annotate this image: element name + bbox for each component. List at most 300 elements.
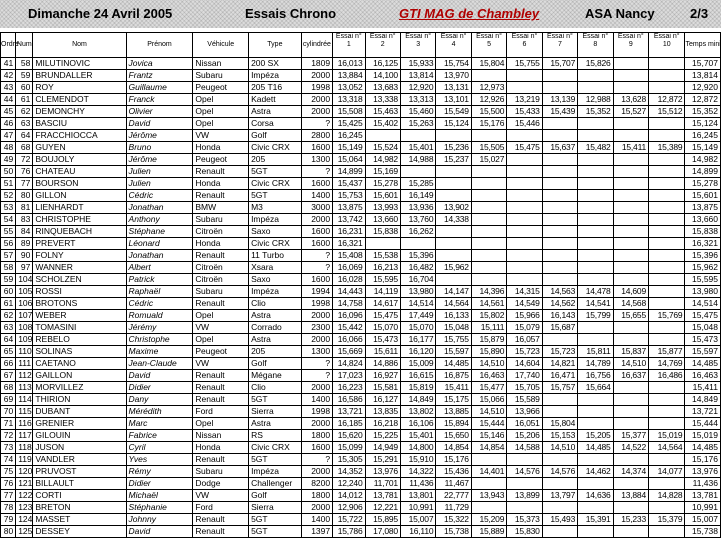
cell-num: 116 (16, 418, 33, 430)
cell-run-time (542, 202, 577, 214)
cell-run-time: 15,396 (400, 250, 435, 262)
cell-run-time: 15,463 (365, 106, 400, 118)
table-row (1, 214, 721, 226)
table-row (1, 406, 721, 418)
cell-run-time (649, 226, 685, 238)
col-header-run: Essai n° 7 (542, 33, 577, 58)
table-row (1, 454, 721, 466)
cell-run-time (649, 130, 685, 142)
cell-best-time: 14,849 (685, 394, 721, 406)
cell-prenom: Maxime (126, 346, 193, 358)
table-row (1, 274, 721, 286)
page-date-title: Dimanche 24 Avril 2005 (28, 6, 173, 21)
table-row (1, 526, 721, 538)
cell-run-time: 17,740 (507, 370, 542, 382)
cell-nom: CHRISTOPHE (33, 214, 126, 226)
cell-run-time: 14,338 (436, 214, 471, 226)
cell-vehicule: BMW (193, 202, 249, 214)
cell-nom: BASCIU (33, 118, 126, 130)
cell-run-time: 14,374 (613, 466, 648, 478)
cell-ordre: 72 (1, 430, 16, 442)
cell-run-time (542, 130, 577, 142)
cell-prenom: Rémy (126, 466, 193, 478)
cell-run-time: 15,707 (542, 58, 577, 70)
cell-ordre: 45 (1, 106, 16, 118)
cell-ordre: 50 (1, 166, 16, 178)
col-header-run: Essai n° 9 (613, 33, 648, 58)
table-row (1, 298, 721, 310)
cell-run-time: 15,079 (507, 322, 542, 334)
cell-run-time (542, 454, 577, 466)
cell-ordre: 49 (1, 154, 16, 166)
cell-run-time (436, 178, 471, 190)
cell-run-time: 14,564 (649, 442, 685, 454)
cell-run-time: 15,225 (365, 430, 400, 442)
cell-num: 63 (16, 118, 33, 130)
cell-run-time (578, 238, 613, 250)
cell-run-time: 11,467 (436, 478, 471, 490)
cell-run-time: 12,926 (471, 94, 506, 106)
cell-run-time (542, 190, 577, 202)
col-header-run: Essai n° 10 (649, 33, 685, 58)
cell-vehicule: Renault (193, 526, 249, 538)
cell-run-time: 15,070 (400, 322, 435, 334)
table-row (1, 202, 721, 214)
session-title: Essais Chrono (245, 6, 337, 21)
cell-run-time (542, 274, 577, 286)
cell-num: 89 (16, 238, 33, 250)
cell-run-time: 14,758 (333, 298, 365, 310)
cell-run-time (578, 502, 613, 514)
cell-ordre: 65 (1, 346, 16, 358)
cell-prenom: Albert (126, 262, 193, 274)
cell-best-time: 13,814 (685, 70, 721, 82)
cell-nom: JUSON (33, 442, 126, 454)
cell-run-time: 16,321 (333, 238, 365, 250)
cell-run-time: 14,561 (471, 298, 506, 310)
cell-type: Sierra (249, 406, 302, 418)
table-row (1, 166, 721, 178)
cell-run-time: 13,902 (436, 202, 471, 214)
cell-run-time (507, 250, 542, 262)
cell-run-time (649, 58, 685, 70)
cell-best-time: 15,048 (685, 322, 721, 334)
table-row (1, 70, 721, 82)
cell-run-time: 17,023 (333, 370, 365, 382)
cell-prenom: David (126, 526, 193, 538)
cell-run-time: 15,064 (333, 154, 365, 166)
cell-prenom: Julien (126, 178, 193, 190)
cell-run-time: 13,139 (542, 94, 577, 106)
cell-num: 122 (16, 490, 33, 502)
cell-run-time: 15,549 (436, 106, 471, 118)
cell-ordre: 68 (1, 382, 16, 394)
cell-run-time: 13,781 (365, 490, 400, 502)
cell-run-time: 15,402 (365, 118, 400, 130)
cell-run-time: 13,966 (507, 406, 542, 418)
cell-type: 5GT (249, 190, 302, 202)
cell-run-time: 14,588 (507, 442, 542, 454)
cell-cylindree: 8200 (301, 478, 332, 490)
cell-run-time: 16,704 (400, 274, 435, 286)
cell-run-time (400, 130, 435, 142)
cell-run-time: 13,814 (400, 70, 435, 82)
cell-run-time: 15,285 (400, 178, 435, 190)
cell-type: Astra (249, 334, 302, 346)
cell-run-time (507, 238, 542, 250)
cell-run-time: 14,077 (649, 466, 685, 478)
cell-type: Clio (249, 298, 302, 310)
cell-vehicule: Citroën (193, 262, 249, 274)
cell-best-time: 13,980 (685, 286, 721, 298)
cell-run-time (542, 502, 577, 514)
cell-run-time (649, 406, 685, 418)
cell-type: Civic CRX (249, 178, 302, 190)
cell-run-time (578, 154, 613, 166)
cell-run-time (649, 238, 685, 250)
cell-ordre: 56 (1, 238, 16, 250)
table-row (1, 430, 721, 442)
cell-best-time: 16,463 (685, 370, 721, 382)
cell-run-time: 15,019 (649, 430, 685, 442)
cell-run-time: 16,471 (542, 370, 577, 382)
cell-prenom: Guillaume (126, 82, 193, 94)
cell-run-time: 15,895 (365, 514, 400, 526)
cell-best-time: 15,007 (685, 514, 721, 526)
cell-run-time (649, 502, 685, 514)
cell-num: 58 (16, 58, 33, 70)
cell-run-time: 13,338 (365, 94, 400, 106)
cell-run-time: 15,278 (365, 178, 400, 190)
cell-best-time: 15,444 (685, 418, 721, 430)
cell-run-time: 15,153 (542, 430, 577, 442)
cell-run-time: 15,722 (333, 514, 365, 526)
cell-run-time: 14,147 (436, 286, 471, 298)
cell-run-time: 13,052 (333, 82, 365, 94)
cell-type: Golf (249, 130, 302, 142)
cell-type: 5GT (249, 166, 302, 178)
cell-run-time (613, 334, 648, 346)
cell-run-time: 14,562 (542, 298, 577, 310)
cell-run-time: 13,760 (400, 214, 435, 226)
cell-nom: PREVERT (33, 238, 126, 250)
cell-run-time (542, 250, 577, 262)
cell-type: 205 (249, 346, 302, 358)
cell-run-time (613, 82, 648, 94)
cell-run-time (649, 118, 685, 130)
col-header-run: Essai n° 2 (365, 33, 400, 58)
cell-ordre: 75 (1, 466, 16, 478)
cell-vehicule: Renault (193, 298, 249, 310)
cell-best-time: 15,352 (685, 106, 721, 118)
cell-ordre: 55 (1, 226, 16, 238)
cell-run-time: 15,894 (436, 418, 471, 430)
cell-run-time (471, 190, 506, 202)
cell-run-time (578, 118, 613, 130)
cell-run-time: 15,804 (542, 418, 577, 430)
cell-best-time: 15,411 (685, 382, 721, 394)
cell-nom: CAETANO (33, 358, 126, 370)
cell-run-time (542, 334, 577, 346)
cell-run-time: 16,637 (613, 370, 648, 382)
cell-run-time: 15,890 (471, 346, 506, 358)
cell-run-time (649, 334, 685, 346)
cell-run-time: 14,352 (333, 466, 365, 478)
table-row (1, 466, 721, 478)
cell-prenom: Jovica (126, 58, 193, 70)
cell-num: 117 (16, 430, 33, 442)
cell-nom: SCHOLZEN (33, 274, 126, 286)
cell-run-time: 15,236 (436, 142, 471, 154)
cell-prenom: Jérôme (126, 154, 193, 166)
cell-run-time: 13,884 (333, 70, 365, 82)
cell-run-time: 14,568 (613, 298, 648, 310)
cell-best-time: 13,721 (685, 406, 721, 418)
cell-num: 118 (16, 442, 33, 454)
cell-run-time: 10,991 (400, 502, 435, 514)
cell-cylindree: 1400 (301, 514, 332, 526)
cell-run-time: 16,066 (333, 334, 365, 346)
cell-run-time (507, 214, 542, 226)
cell-prenom: Christophe (126, 334, 193, 346)
cell-run-time (365, 130, 400, 142)
cell-run-time: 15,433 (507, 106, 542, 118)
cell-prenom: Anthony (126, 214, 193, 226)
cell-vehicule: Opel (193, 310, 249, 322)
cell-run-time: 15,723 (507, 346, 542, 358)
cell-num: 123 (16, 502, 33, 514)
cell-run-time: 13,101 (436, 94, 471, 106)
cell-run-time: 14,604 (507, 358, 542, 370)
cell-run-time (507, 502, 542, 514)
cell-type: Impéza (249, 286, 302, 298)
cell-run-time: 14,485 (436, 358, 471, 370)
cell-cylindree: ? (301, 262, 332, 274)
cell-best-time: 15,124 (685, 118, 721, 130)
cell-run-time (436, 130, 471, 142)
cell-type: 205 T16 (249, 82, 302, 94)
cell-nom: THIRION (33, 394, 126, 406)
cell-run-time: 14,478 (578, 286, 613, 298)
cell-run-time: 15,442 (333, 322, 365, 334)
cell-run-time (507, 130, 542, 142)
cell-run-time (542, 154, 577, 166)
cell-run-time: 13,980 (400, 286, 435, 298)
cell-ordre: 74 (1, 454, 16, 466)
cell-vehicule: Honda (193, 142, 249, 154)
cell-ordre: 41 (1, 58, 16, 70)
cell-run-time: 15,837 (613, 346, 648, 358)
table-row (1, 442, 721, 454)
cell-run-time: 15,723 (542, 346, 577, 358)
cell-run-time (471, 274, 506, 286)
cell-run-time (649, 286, 685, 298)
cell-run-time: 15,879 (471, 334, 506, 346)
cell-cylindree: 2000 (301, 70, 332, 82)
cell-run-time: 15,149 (333, 142, 365, 154)
cell-run-time (649, 418, 685, 430)
cell-run-time: 17,080 (365, 526, 400, 538)
cell-nom: DEMONCHY (33, 106, 126, 118)
cell-run-time (613, 238, 648, 250)
cell-run-time: 12,988 (578, 94, 613, 106)
cell-nom: FRACCHIOCCA (33, 130, 126, 142)
cell-prenom: Fabrice (126, 430, 193, 442)
cell-run-time: 12,221 (365, 502, 400, 514)
cell-run-time: 15,524 (365, 142, 400, 154)
cell-nom: GILLON (33, 190, 126, 202)
cell-run-time: 14,549 (507, 298, 542, 310)
cell-run-time (578, 322, 613, 334)
cell-cylindree: 1998 (301, 82, 332, 94)
cell-run-time: 15,650 (436, 430, 471, 442)
cell-run-time: 15,237 (436, 154, 471, 166)
cell-run-time (613, 418, 648, 430)
cell-run-time: 16,110 (400, 526, 435, 538)
cell-run-time: 15,755 (436, 334, 471, 346)
cell-run-time: 14,396 (471, 286, 506, 298)
cell-nom: TOMASINI (33, 322, 126, 334)
col-header-ordre: Ordre (1, 33, 16, 58)
cell-type: Astra (249, 418, 302, 430)
cell-type: 11 Turbo (249, 250, 302, 262)
cell-run-time: 15,589 (507, 394, 542, 406)
cell-run-time (578, 202, 613, 214)
cell-run-time: 15,655 (613, 310, 648, 322)
cell-ordre: 42 (1, 70, 16, 82)
cell-run-time (613, 154, 648, 166)
cell-run-time (578, 130, 613, 142)
cell-run-time: 15,799 (578, 310, 613, 322)
cell-run-time (542, 406, 577, 418)
cell-run-time (613, 130, 648, 142)
cell-ordre: 67 (1, 370, 16, 382)
cell-vehicule: Peugeot (193, 82, 249, 94)
table-row (1, 82, 721, 94)
cell-run-time: 16,875 (436, 370, 471, 382)
cell-run-time: 15,738 (436, 526, 471, 538)
cell-run-time: 14,800 (400, 442, 435, 454)
cell-ordre: 73 (1, 442, 16, 454)
cell-type: Astra (249, 106, 302, 118)
cell-best-time: 11,436 (685, 478, 721, 490)
cell-run-time: 16,486 (649, 370, 685, 382)
cell-run-time: 15,595 (365, 274, 400, 286)
cell-run-time: 13,885 (436, 406, 471, 418)
cell-nom: BROTONS (33, 298, 126, 310)
cell-nom: WANNER (33, 262, 126, 274)
cell-prenom: Stéphanie (126, 502, 193, 514)
cell-run-time: 15,206 (507, 430, 542, 442)
cell-run-time: 15,436 (436, 466, 471, 478)
cell-run-time (649, 454, 685, 466)
cell-ordre: 58 (1, 262, 16, 274)
cell-num: 61 (16, 94, 33, 106)
cell-run-time (507, 226, 542, 238)
cell-vehicule: Renault (193, 514, 249, 526)
cell-num: 90 (16, 250, 33, 262)
cell-cylindree: 1800 (301, 430, 332, 442)
cell-run-time (613, 190, 648, 202)
cell-vehicule: VW (193, 358, 249, 370)
cell-cylindree: ? (301, 370, 332, 382)
cell-prenom: Mérédith (126, 406, 193, 418)
cell-nom: MASSET (33, 514, 126, 526)
cell-run-time: 15,664 (578, 382, 613, 394)
cell-best-time: 15,475 (685, 310, 721, 322)
table-row (1, 514, 721, 526)
cell-prenom: Michaël (126, 490, 193, 502)
cell-run-time: 13,660 (365, 214, 400, 226)
cell-num: 107 (16, 310, 33, 322)
cell-run-time (613, 202, 648, 214)
table-row (1, 130, 721, 142)
cell-vehicule: VW (193, 490, 249, 502)
table-row (1, 490, 721, 502)
cell-type: 205 (249, 154, 302, 166)
cell-num: 59 (16, 70, 33, 82)
cell-run-time (471, 238, 506, 250)
cell-type: Impéza (249, 466, 302, 478)
cell-type: Saxo (249, 226, 302, 238)
col-header-vehicule: Véhicule (193, 33, 249, 58)
cell-run-time: 14,485 (578, 442, 613, 454)
cell-cylindree: ? (301, 118, 332, 130)
cell-run-time: 15,111 (471, 322, 506, 334)
cell-best-time: 13,976 (685, 466, 721, 478)
cell-run-time: 14,899 (333, 166, 365, 178)
cell-vehicule: Nissan (193, 430, 249, 442)
cell-run-time: 15,769 (649, 310, 685, 322)
cell-run-time (471, 454, 506, 466)
cell-run-time: 16,051 (507, 418, 542, 430)
cell-run-time: 15,175 (436, 394, 471, 406)
cell-run-time (436, 190, 471, 202)
cell-cylindree: 1994 (301, 286, 332, 298)
cell-best-time: 15,595 (685, 274, 721, 286)
cell-run-time (613, 526, 648, 538)
cell-run-time (471, 178, 506, 190)
cell-num: 62 (16, 106, 33, 118)
cell-best-time: 16,321 (685, 238, 721, 250)
cell-run-time: 13,219 (507, 94, 542, 106)
col-header-prenom: Prénom (126, 33, 193, 58)
cell-vehicule: Renault (193, 394, 249, 406)
cell-run-time: 14,522 (613, 442, 648, 454)
cell-best-time: 12,920 (685, 82, 721, 94)
cell-ordre: 54 (1, 214, 16, 226)
cell-type: Civic CRX (249, 238, 302, 250)
cell-run-time: 14,886 (365, 358, 400, 370)
cell-run-time: 15,411 (436, 382, 471, 394)
cell-run-time (471, 166, 506, 178)
cell-run-time: 15,027 (471, 154, 506, 166)
cell-run-time: 15,933 (400, 58, 435, 70)
cell-num: 60 (16, 82, 33, 94)
cell-run-time: 15,391 (578, 514, 613, 526)
cell-run-time: 15,687 (542, 322, 577, 334)
cell-cylindree: 1600 (301, 178, 332, 190)
cell-run-time (542, 178, 577, 190)
cell-type: RS (249, 430, 302, 442)
cell-ordre: 69 (1, 394, 16, 406)
cell-run-time (542, 238, 577, 250)
cell-run-time: 16,069 (333, 262, 365, 274)
cell-run-time (649, 322, 685, 334)
cell-run-time (507, 190, 542, 202)
cell-run-time: 13,628 (613, 94, 648, 106)
cell-run-time (471, 478, 506, 490)
